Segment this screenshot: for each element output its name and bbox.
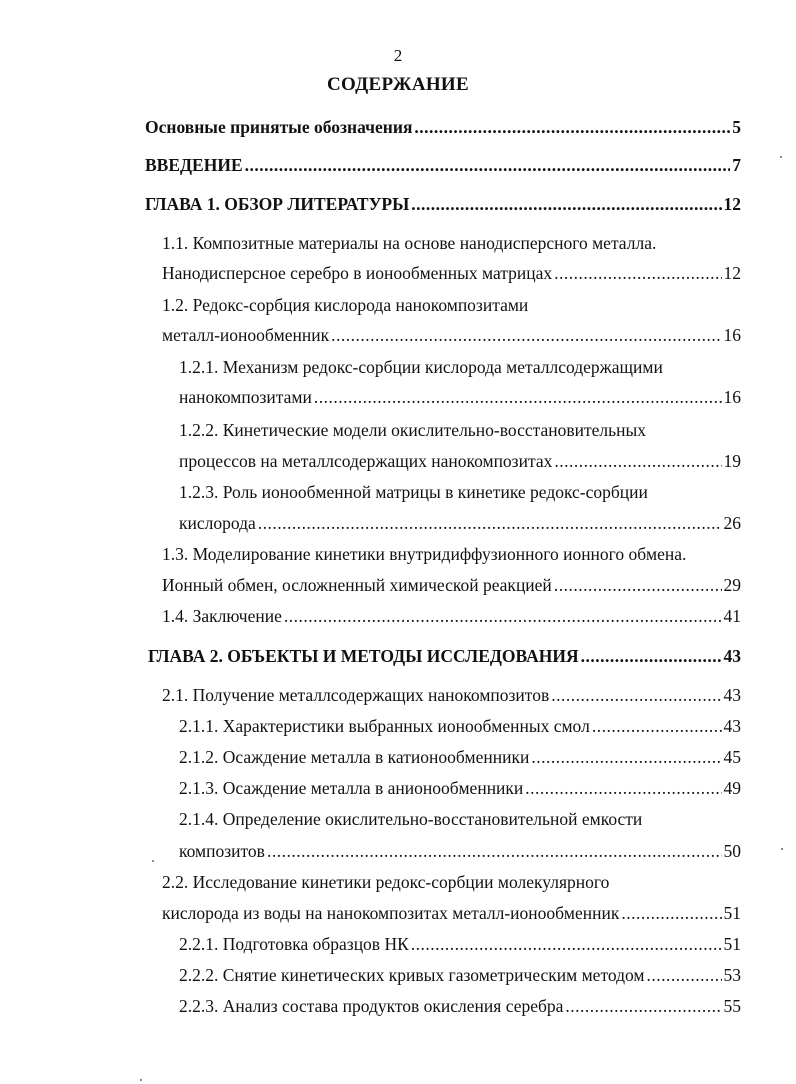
toc-entry-title: композитов bbox=[179, 841, 265, 861]
scan-speck bbox=[152, 860, 154, 862]
toc-entry[interactable] bbox=[145, 116, 741, 138]
toc-entry[interactable] bbox=[162, 684, 741, 706]
toc-page-number: 7 bbox=[732, 155, 741, 175]
toc-leader-dots bbox=[284, 605, 722, 627]
toc-leader-dots bbox=[531, 746, 721, 768]
toc-entry-title: ГЛАВА 2. ОБЪЕКТЫ И МЕТОДЫ ИССЛЕДОВАНИЯ bbox=[148, 646, 579, 666]
toc-entry-title: 2.2.3. Анализ состава продуктов окисления серебра bbox=[179, 996, 564, 1016]
toc-entry[interactable] bbox=[179, 933, 741, 955]
toc-page-number: 51 bbox=[723, 934, 741, 954]
toc-leader-dots bbox=[581, 645, 722, 667]
toc-entry[interactable] bbox=[179, 746, 741, 768]
toc-leader-dots bbox=[411, 933, 722, 955]
toc-entry-title: Основные принятые обозначения bbox=[145, 117, 413, 137]
toc-leader-dots bbox=[554, 574, 722, 596]
toc-entry-first-line: 1.2.1. Механизм редокс-сорбции кислорода металлсодержащими bbox=[179, 357, 663, 377]
toc-leader-dots bbox=[258, 512, 722, 534]
toc-page-number: 55 bbox=[723, 996, 741, 1016]
toc-page-number: 41 bbox=[723, 606, 741, 626]
toc-entry-title: 2.2.2. Снятие кинетических кривых газометрическим методом bbox=[179, 965, 645, 985]
toc-leader-dots bbox=[554, 262, 721, 284]
toc-leader-dots bbox=[331, 324, 721, 346]
toc-entry-title: металл-ионообменник bbox=[162, 325, 330, 345]
toc-entry-title: 2.1.3. Осаждение металла в анионообменники bbox=[179, 778, 524, 798]
toc-leader-dots bbox=[414, 116, 730, 138]
toc-leader-dots bbox=[525, 777, 721, 799]
toc-entry-title: 2.1.1. Характеристики выбранных ионообменных смол bbox=[179, 716, 590, 736]
toc-page-number: 49 bbox=[723, 778, 741, 798]
toc-entry[interactable] bbox=[179, 995, 741, 1017]
toc-entry-title: 2.1. Получение металлсодержащих нанокомпозитов bbox=[162, 685, 550, 705]
toc-leader-dots bbox=[621, 902, 721, 924]
toc-entry[interactable] bbox=[179, 512, 741, 534]
toc-chapter[interactable] bbox=[148, 645, 741, 667]
toc-entry-title: 1.4. Заключение bbox=[162, 606, 282, 626]
toc-leader-dots bbox=[565, 995, 721, 1017]
toc-entry-title: Ионный обмен, осложненный химической реакцией bbox=[162, 575, 552, 595]
toc-page-number: 12 bbox=[723, 263, 741, 283]
toc-leader-dots bbox=[314, 386, 722, 408]
toc-entry-title: ВВЕДЕНИЕ bbox=[145, 155, 243, 175]
toc-entry-title: 2.1.2. Осаждение металла в катионообменники bbox=[179, 747, 530, 767]
toc-entry[interactable] bbox=[162, 902, 741, 924]
toc-page-number: 45 bbox=[723, 747, 741, 767]
toc-page-number: 5 bbox=[732, 117, 741, 137]
toc-entry-first-line: 2.1.4. Определение окислительно-восстановительной емкости bbox=[179, 809, 643, 829]
toc-entry-title: нанокомпозитами bbox=[179, 387, 312, 407]
toc-leader-dots bbox=[245, 154, 731, 176]
toc-page-number: 26 bbox=[723, 513, 741, 533]
toc-entry[interactable] bbox=[179, 450, 741, 472]
toc-chapter[interactable] bbox=[145, 193, 741, 215]
toc-entry[interactable] bbox=[162, 605, 741, 627]
toc-page-number: 43 bbox=[723, 685, 741, 705]
page-number: 2 bbox=[393, 46, 403, 65]
toc-page-number: 19 bbox=[723, 451, 741, 471]
toc-entry[interactable] bbox=[179, 386, 741, 408]
toc-entry[interactable] bbox=[179, 715, 741, 737]
toc-entry[interactable] bbox=[179, 840, 741, 862]
toc-leader-dots bbox=[551, 684, 721, 706]
toc-entry[interactable] bbox=[179, 777, 741, 799]
toc-entry-title: процессов на металлсодержащих нанокомпозитах bbox=[179, 451, 553, 471]
scan-speck bbox=[781, 848, 783, 850]
scan-speck bbox=[140, 1079, 142, 1081]
toc-entry-first-line: 1.3. Моделирование кинетики внутридиффузионного ионного обмена. bbox=[162, 544, 687, 564]
toc-entry-title: кислорода bbox=[179, 513, 256, 533]
toc-leader-dots bbox=[267, 840, 722, 862]
page-title: СОДЕРЖАНИЕ bbox=[327, 74, 469, 95]
toc-page-number: 16 bbox=[723, 325, 741, 345]
toc-page-number: 50 bbox=[723, 841, 741, 861]
toc-entry[interactable] bbox=[162, 262, 741, 284]
toc-entry[interactable] bbox=[162, 574, 741, 596]
toc-leader-dots bbox=[554, 450, 721, 472]
toc-entry-title: Нанодисперсное серебро в ионообменных матрицах bbox=[162, 263, 553, 283]
toc-entry-first-line: 1.2.3. Роль ионообменной матрицы в кинетике редокс-сорбции bbox=[179, 482, 648, 502]
toc-entry-title: кислорода из воды на нанокомпозитах металл-ионообменник bbox=[162, 903, 620, 923]
toc-leader-dots bbox=[411, 193, 721, 215]
toc-entry-title: 2.2.1. Подготовка образцов НК bbox=[179, 934, 409, 954]
toc-leader-dots bbox=[592, 715, 722, 737]
toc-entry-first-line: 1.2.2. Кинетические модели окислительно-восстановительных bbox=[179, 420, 646, 440]
toc-entry-first-line: 1.2. Редокс-сорбция кислорода нанокомпозитами bbox=[162, 295, 529, 315]
toc-page-number: 51 bbox=[723, 903, 741, 923]
toc-entry[interactable] bbox=[179, 964, 741, 986]
toc-entry[interactable] bbox=[162, 324, 741, 346]
toc-leader-dots bbox=[647, 964, 722, 986]
toc-entry-title: ГЛАВА 1. ОБЗОР ЛИТЕРАТУРЫ bbox=[145, 194, 410, 214]
toc-page-number: 53 bbox=[723, 965, 741, 985]
toc-page-number: 16 bbox=[723, 387, 741, 407]
scan-speck bbox=[780, 156, 782, 158]
toc-entry[interactable] bbox=[145, 154, 741, 176]
toc-page-number: 43 bbox=[723, 716, 741, 736]
toc-entry-first-line: 1.1. Композитные материалы на основе нанодисперсного металла. bbox=[162, 233, 657, 253]
toc-entry-first-line: 2.2. Исследование кинетики редокс-сорбции молекулярного bbox=[162, 872, 610, 892]
toc-page-number: 29 bbox=[723, 575, 741, 595]
toc-page-number: 43 bbox=[723, 646, 741, 666]
toc-page-number: 12 bbox=[723, 194, 741, 214]
